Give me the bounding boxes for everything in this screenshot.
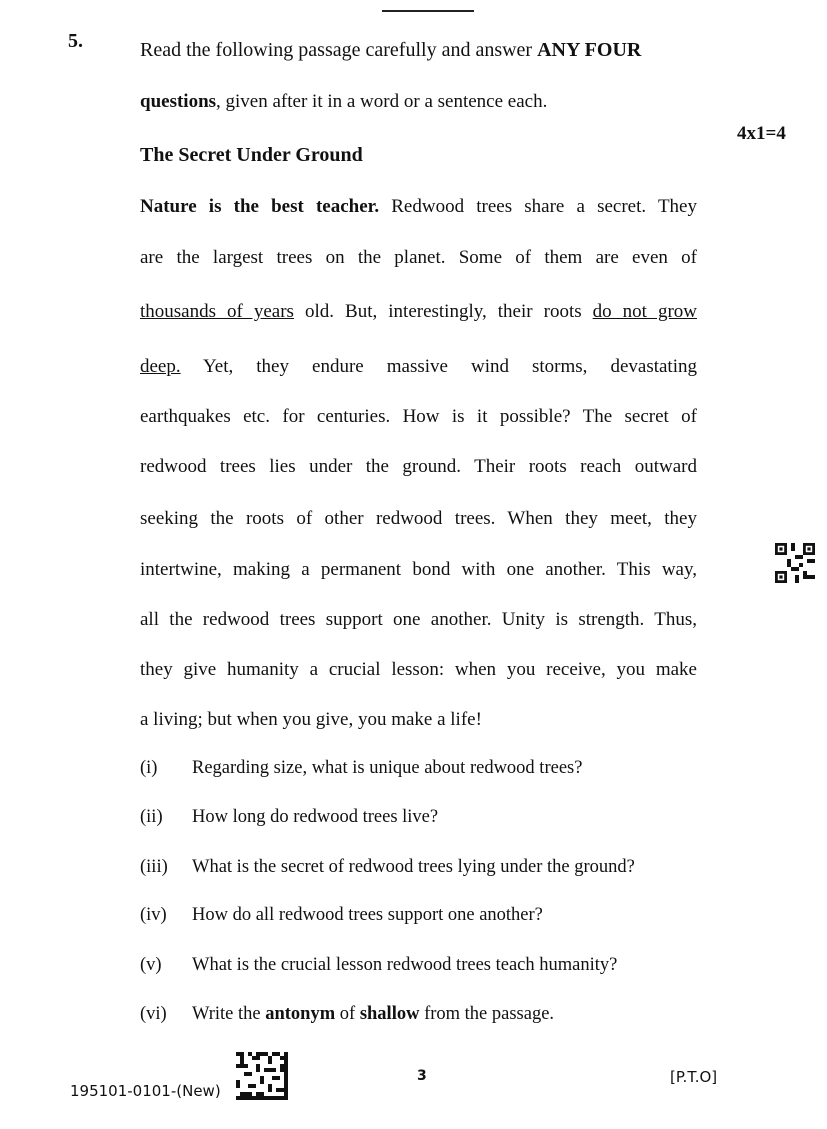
passage-line-4: deep. Yet, they endure massive wind storms, devastating bbox=[140, 356, 697, 377]
marks: 4x1=4 bbox=[737, 123, 786, 144]
instruction-line-2: questions, given after it in a word or a sentence each. bbox=[140, 91, 548, 112]
passage-line-10: they give humanity a crucial lesson: when you receive, you make bbox=[140, 659, 697, 680]
passage-line-6: redwood trees lies under the ground. Their roots reach outward bbox=[140, 456, 697, 477]
passage-title: The Secret Under Ground bbox=[140, 144, 363, 166]
passage-line-8: intertwine, making a permanent bond with one another. This way, bbox=[140, 559, 697, 580]
question-number: 5. bbox=[68, 30, 83, 52]
sub-question-1: (i) Regarding size, what is unique about redwood trees? bbox=[140, 758, 583, 778]
qr-code-icon bbox=[775, 543, 815, 583]
barcode-matrix-icon bbox=[236, 1052, 288, 1100]
sub-question-4: (iv) How do all redwood trees support one another? bbox=[140, 905, 543, 925]
passage-line-5: earthquakes etc. for centuries. How is it possible? The secret of bbox=[140, 406, 697, 427]
sub-question-6: (vi) Write the antonym of shallow from the passage. bbox=[140, 1004, 555, 1024]
instruction-line-1: Read the following passage carefully and answer ANY FOUR bbox=[140, 39, 642, 61]
passage-line-11: a living; but when you give, you make a life! bbox=[140, 709, 482, 730]
passage-line-3: thousands of years old. But, interestingly, their roots do not grow bbox=[140, 301, 698, 322]
paper-code: 195101-0101-(New) bbox=[70, 1082, 221, 1100]
page-number: 3 bbox=[417, 1068, 427, 1084]
please-turn-over: [P.T.O] bbox=[670, 1068, 718, 1086]
passage-line-9: all the redwood trees support one another. Unity is strength. Thus, bbox=[140, 609, 697, 630]
top-rule bbox=[382, 10, 474, 12]
sub-question-3: (iii) What is the secret of redwood trees lying under the ground? bbox=[140, 857, 635, 877]
passage-line-2: are the largest trees on the planet. Some of them are even of bbox=[140, 247, 697, 268]
passage-line-1: Nature is the best teacher. Redwood trees share a secret. They bbox=[140, 196, 697, 217]
sub-question-2: (ii) How long do redwood trees live? bbox=[140, 807, 439, 827]
sub-question-5: (v) What is the crucial lesson redwood trees teach humanity? bbox=[140, 955, 618, 975]
passage-line-7: seeking the roots of other redwood trees. When they meet, they bbox=[140, 508, 697, 529]
